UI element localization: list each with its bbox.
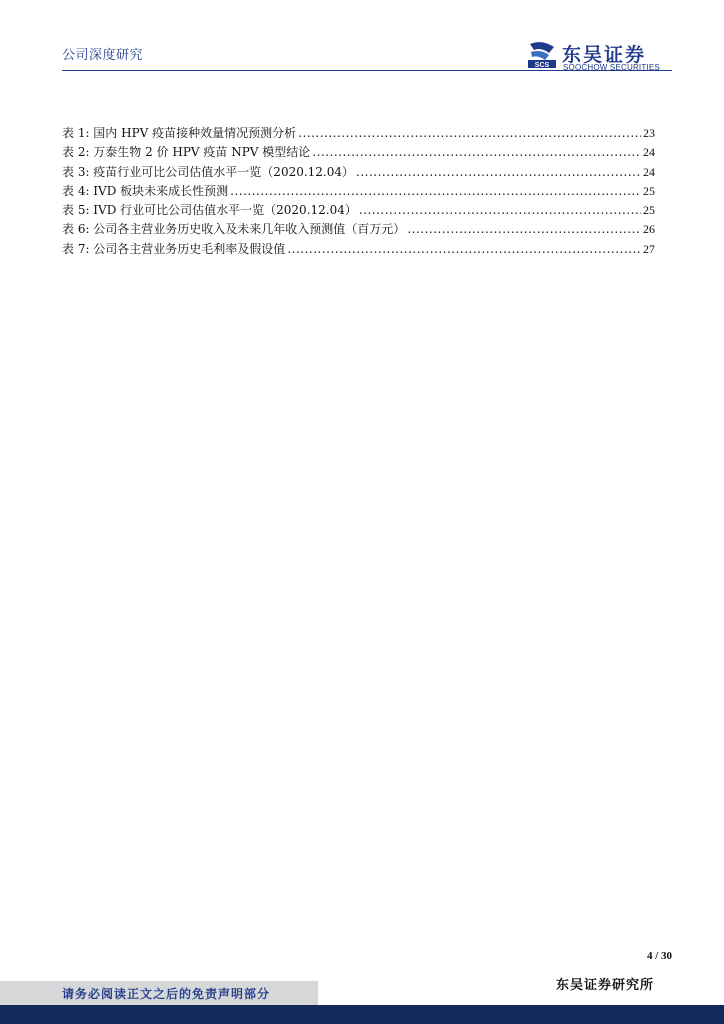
toc-entry-page: 26: [643, 222, 655, 237]
footer-bar: [0, 1005, 724, 1024]
toc-leader-dots: [356, 163, 641, 182]
toc-leader-dots: [298, 124, 641, 143]
toc-entry-label: 表 4: IVD 板块未来成长性预测: [62, 183, 229, 198]
toc-entry-page: 27: [643, 241, 655, 256]
toc-entry[interactable]: [62, 220, 655, 239]
toc-entry-label: 表 5: IVD 行业可比公司估值水平一览（2020.12.04）: [62, 203, 357, 218]
toc-entry-page: 25: [643, 203, 655, 218]
scs-logo-icon: [527, 41, 557, 69]
toc-entry[interactable]: [62, 124, 655, 143]
toc-entry-page: 23: [643, 126, 655, 140]
logo-chinese-name: 东吴证券: [562, 44, 647, 66]
disclaimer-text: 请务必阅读正文之后的免责声明部分: [62, 987, 271, 1001]
toc-leader-dots: [287, 240, 641, 259]
toc-leader-dots: [359, 201, 641, 220]
toc-entry-page: 24: [643, 164, 655, 179]
report-type-title: 公司深度研究: [62, 48, 144, 63]
toc-entry-label: 表 7: 公司各主营业务历史毛利率及假设值: [62, 241, 286, 256]
soochow-logo: [527, 40, 677, 72]
toc-entry[interactable]: [62, 143, 655, 162]
toc-entry[interactable]: [62, 240, 655, 259]
toc-entry[interactable]: [62, 201, 655, 220]
toc-entry[interactable]: [62, 182, 655, 201]
toc-entry-page: 25: [643, 183, 655, 198]
toc-entry-page: 24: [643, 145, 655, 160]
page-number: 4 / 30: [646, 950, 672, 962]
toc-leader-dots: [230, 182, 641, 201]
table-list: [62, 124, 655, 259]
logo-mark-text: SCS: [534, 62, 550, 69]
toc-entry-label: 表 2: 万泰生物 2 价 HPV 疫苗 NPV 模型结论: [62, 145, 311, 160]
toc-entry[interactable]: [62, 163, 655, 182]
toc-leader-dots: [407, 220, 641, 239]
logo-english-name: SOOCHOW SECURITIES: [563, 63, 660, 72]
toc-entry-label: 表 3: 疫苗行业可比公司估值水平一览（2020.12.04）: [62, 164, 355, 179]
institution-name: 东吴证券研究所: [555, 978, 654, 993]
toc-leader-dots: [312, 143, 641, 162]
toc-entry-label: 表 6: 公司各主营业务历史收入及未来几年收入预测值（百万元）: [62, 222, 406, 237]
toc-entry-label: 表 1: 国内 HPV 疫苗接种效量情况预测分析: [62, 126, 297, 140]
